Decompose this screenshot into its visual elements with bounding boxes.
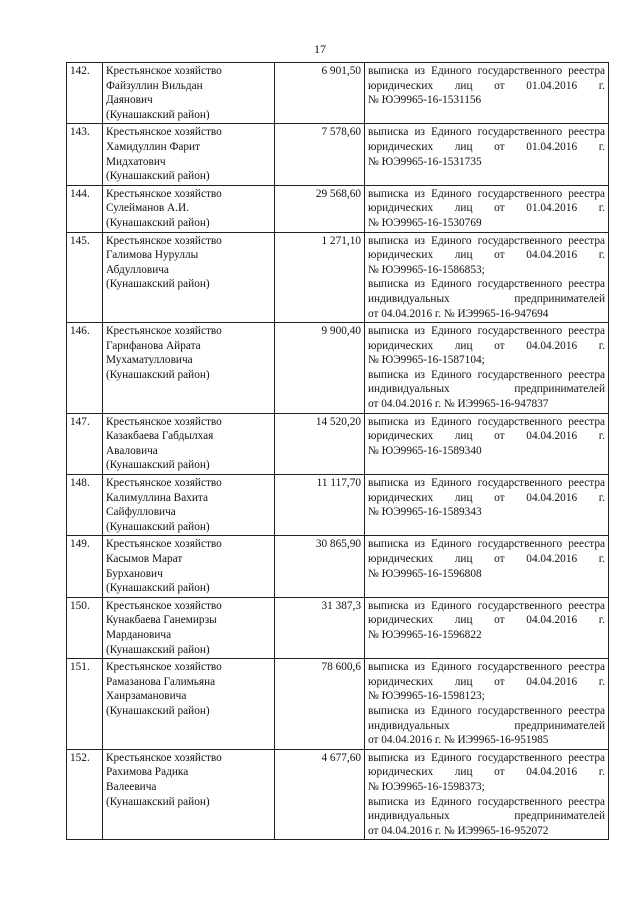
registry-body — [67, 63, 609, 840]
document-line: индивидуальных предпринимателей — [368, 383, 605, 396]
farm-name-cell — [103, 413, 275, 474]
document-line: выписка из Единого государственного реестра — [368, 234, 605, 247]
document-line: выписка из Единого государственного реестра — [368, 65, 605, 77]
farm-name-line: Калимуллина Вахита — [106, 491, 209, 504]
farm-name-cell — [103, 63, 275, 124]
farm-name-line: (Кунашакский район) — [106, 704, 210, 717]
amount-cell: 1 271,10 — [275, 232, 365, 323]
amount-cell: 4 677,60 — [275, 749, 365, 840]
amount-cell: 31 387,3 — [275, 597, 365, 658]
farm-name-line: (Кунашакский район) — [106, 216, 210, 229]
farm-name-line: Сулейманов А.И. — [106, 202, 190, 215]
farm-name-line: Хаирзамановича — [106, 690, 187, 703]
page-number: 17 — [314, 42, 326, 56]
table-row — [67, 749, 609, 840]
document-line: выписка из Единого государственного реестра — [368, 599, 605, 612]
row-number: 142. — [67, 63, 103, 124]
farm-name-line: Даянович — [106, 94, 153, 107]
farm-name-cell — [103, 597, 275, 658]
document-cell — [365, 232, 609, 323]
amount-cell: 29 568,60 — [275, 185, 365, 232]
farm-name-cell — [103, 475, 275, 536]
document-line: индивидуальных предпринимателей — [368, 292, 605, 305]
document-line: юридических лиц от 04.04.2016 г. — [368, 430, 605, 443]
farm-name-line: (Кунашакский район) — [106, 170, 210, 183]
amount-cell: 30 865,90 — [275, 536, 365, 597]
farm-name-line: Крестьянское хозяйство — [106, 415, 222, 428]
farm-name-line: Аваловича — [106, 444, 158, 457]
table-row — [67, 124, 609, 185]
farm-name-line: Крестьянское хозяйство — [106, 65, 222, 77]
farm-name-line: Крестьянское хозяйство — [106, 325, 222, 338]
farm-name-cell — [103, 185, 275, 232]
document-line: выписка из Единого государственного реестра — [368, 187, 605, 200]
farm-name-line: (Кунашакский район) — [106, 278, 210, 291]
document-line: от 04.04.2016 г. № ИЭ9965-16-947694 — [368, 307, 549, 320]
table-row — [67, 232, 609, 323]
document-line: № ЮЭ9965-16-1598373; — [368, 780, 485, 793]
document-line: юридических лиц от 01.04.2016 г. — [368, 79, 605, 92]
row-number: 149. — [67, 536, 103, 597]
document-line: юридических лиц от 04.04.2016 г. — [368, 553, 605, 565]
amount-cell: 14 520,20 — [275, 413, 365, 474]
amount-cell: 7 578,60 — [275, 124, 365, 185]
farm-name-line: Крестьянское хозяйство — [106, 126, 222, 139]
document-line: № ЮЭ9965-16-1531735 — [368, 155, 482, 168]
table-row — [67, 597, 609, 658]
farm-name-line: (Кунашакский район) — [106, 795, 210, 808]
document-line: № ЮЭ9965-16-1587104; — [368, 354, 485, 367]
document-line: выписка из Единого государственного реестра — [368, 795, 605, 808]
farm-name-line: Абдулловича — [106, 263, 169, 276]
farm-name-cell — [103, 232, 275, 323]
row-number: 152. — [67, 749, 103, 840]
farm-name-line: Бурханович — [106, 567, 163, 580]
farm-name-line: Рахимова Радика — [106, 766, 189, 779]
table-row — [67, 63, 609, 124]
farm-name-cell — [103, 659, 275, 750]
document-line: юридических лиц от 01.04.2016 г. — [368, 202, 605, 215]
document-line: юридических лиц от 04.04.2016 г. — [368, 491, 605, 504]
farm-name-line: Мардановича — [106, 628, 172, 641]
document-line: выписка из Единого государственного реестра — [368, 751, 605, 764]
document-line: юридических лиц от 01.04.2016 г. — [368, 140, 605, 153]
farm-name-line: (Кунашакский район) — [106, 459, 210, 472]
row-number: 144. — [67, 185, 103, 232]
document-line: выписка из Единого государственного реестра — [368, 368, 605, 381]
document-line: выписка из Единого государственного реестра — [368, 325, 605, 338]
farm-name-line: (Кунашакский район) — [106, 520, 210, 533]
document-line: юридических лиц от 04.04.2016 г. — [368, 766, 605, 779]
document-line: № ЮЭ9965-16-1596822 — [368, 628, 482, 641]
document-line: от 04.04.2016 г. № ИЭ9965-16-952072 — [368, 824, 549, 837]
document-line: выписка из Единого государственного реестра — [368, 477, 605, 490]
amount-cell: 9 900,40 — [275, 323, 365, 414]
farm-name-line: Рамазанова Галимьяна — [106, 675, 216, 688]
farm-name-line: Гарифанова Айрата — [106, 339, 201, 352]
farm-name-line: Крестьянское хозяйство — [106, 538, 222, 551]
document-line: выписка из Единого государственного реестра — [368, 415, 605, 428]
row-number: 143. — [67, 124, 103, 185]
farm-name-line: Касымов Марат — [106, 553, 183, 565]
farm-name-line: Сайфулловича — [106, 506, 176, 519]
document-line: от 04.04.2016 г. № ИЭ9965-16-951985 — [368, 734, 549, 747]
farm-name-line: (Кунашакский район) — [106, 582, 210, 595]
document-line: № ЮЭ9965-16-1531156 — [368, 94, 482, 107]
table-row — [67, 413, 609, 474]
amount-cell: 78 600,6 — [275, 659, 365, 750]
document-line: выписка из Единого государственного реестра — [368, 661, 605, 674]
row-number: 150. — [67, 597, 103, 658]
farm-name-line: (Кунашакский район) — [106, 368, 210, 381]
document-cell — [365, 63, 609, 124]
farm-name-line: Крестьянское хозяйство — [106, 661, 222, 674]
document-cell — [365, 475, 609, 536]
document-line: выписка из Единого государственного реестра — [368, 704, 605, 717]
document-line: индивидуальных предпринимателей — [368, 810, 605, 823]
farm-name-cell — [103, 124, 275, 185]
document-line: юридических лиц от 04.04.2016 г. — [368, 675, 605, 688]
document-line: юридических лиц от 04.04.2016 г. — [368, 339, 605, 352]
document-cell — [365, 749, 609, 840]
document-cell — [365, 124, 609, 185]
farm-name-line: Мухаматулловича — [106, 354, 193, 367]
table-row — [67, 536, 609, 597]
document-line: № ЮЭ9965-16-1596808 — [368, 567, 482, 580]
farm-name-line: (Кунашакский район) — [106, 643, 210, 656]
document-cell — [365, 536, 609, 597]
document-line: юридических лиц от 04.04.2016 г. — [368, 249, 605, 262]
farm-name-cell — [103, 323, 275, 414]
farm-name-line: Хамидуллин Фарит — [106, 140, 201, 153]
farm-name-line: Крестьянское хозяйство — [106, 599, 222, 612]
registry-table — [66, 62, 609, 840]
document-cell — [365, 597, 609, 658]
row-number: 151. — [67, 659, 103, 750]
farm-name-cell — [103, 749, 275, 840]
farm-name-line: (Кунашакский район) — [106, 108, 210, 121]
farm-name-line: Крестьянское хозяйство — [106, 187, 222, 200]
farm-name-line: Крестьянское хозяйство — [106, 751, 222, 764]
document-cell — [365, 323, 609, 414]
document-cell — [365, 659, 609, 750]
document-line: № ЮЭ9965-16-1598123; — [368, 690, 485, 703]
document-line: № ЮЭ9965-16-1589343 — [368, 506, 482, 519]
document-line: № ЮЭ9965-16-1586853; — [368, 263, 485, 276]
farm-name-line: Казакбаева Габдылхая — [106, 430, 214, 443]
table-row — [67, 659, 609, 750]
row-number: 147. — [67, 413, 103, 474]
document-line: индивидуальных предпринимателей — [368, 719, 605, 732]
table-row — [67, 323, 609, 414]
farm-name-line: Файзуллин Вильдан — [106, 79, 203, 92]
row-number: 148. — [67, 475, 103, 536]
document-line: № ЮЭ9965-16-1589340 — [368, 444, 482, 457]
farm-name-cell — [103, 536, 275, 597]
table-row — [67, 185, 609, 232]
farm-name-line: Галимова Нуруллы — [106, 249, 199, 262]
document-line: № ЮЭ9965-16-1530769 — [368, 216, 482, 229]
document-line: выписка из Единого государственного реестра — [368, 538, 605, 551]
table-row — [67, 475, 609, 536]
amount-cell: 11 117,70 — [275, 475, 365, 536]
document-cell — [365, 185, 609, 232]
amount-cell: 6 901,50 — [275, 63, 365, 124]
farm-name-line: Крестьянское хозяйство — [106, 477, 222, 490]
farm-name-line: Крестьянское хозяйство — [106, 234, 222, 247]
document-line: юридических лиц от 04.04.2016 г. — [368, 614, 605, 627]
document-line: выписка из Единого государственного реестра — [368, 126, 605, 139]
farm-name-line: Кунакбаева Ганемирзы — [106, 614, 217, 627]
row-number: 146. — [67, 323, 103, 414]
row-number: 145. — [67, 232, 103, 323]
document-line: от 04.04.2016 г. № ИЭ9965-16-947837 — [368, 398, 549, 411]
farm-name-line: Мидхатович — [106, 155, 166, 168]
farm-name-line: Валеевича — [106, 780, 157, 793]
document-line: выписка из Единого государственного реестра — [368, 278, 605, 291]
document-cell — [365, 413, 609, 474]
